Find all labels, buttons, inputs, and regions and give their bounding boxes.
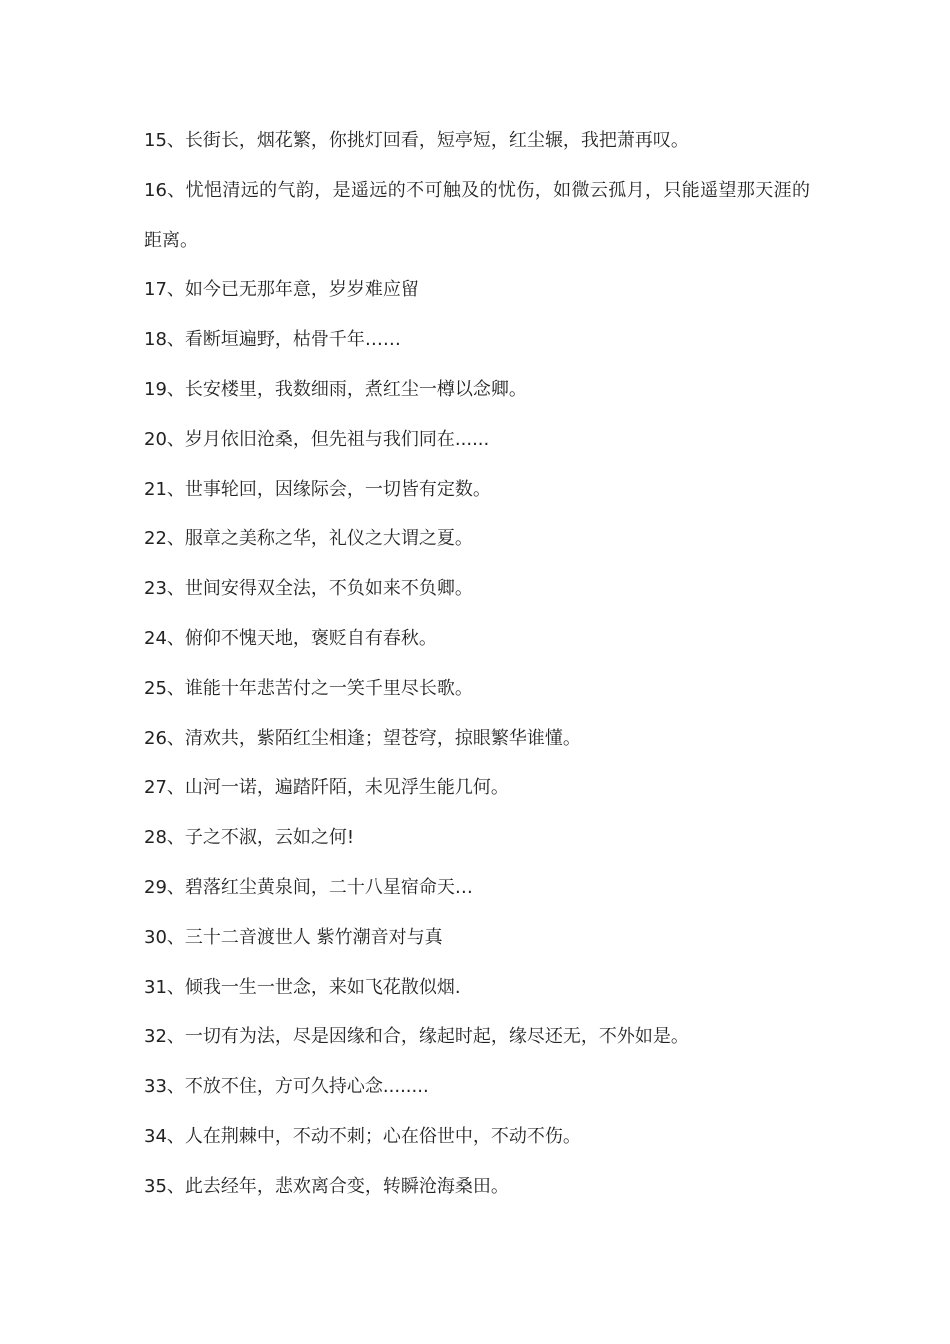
list-item: 25、谁能十年悲苦付之一笑千里尽长歌。 bbox=[144, 677, 473, 699]
list-item: 31、倾我一生一世念，来如飞花散似烟. bbox=[144, 976, 461, 998]
list-item: 20、岁月依旧沧桑，但先祖与我们同在...... bbox=[144, 428, 490, 450]
list-item: 18、看断垣遍野，枯骨千年…… bbox=[144, 329, 401, 351]
list-item: 27、山河一诺，遍踏阡陌，未见浮生能几何。 bbox=[144, 777, 509, 799]
list-item: 29、碧落红尘黄泉间，二十八星宿命天… bbox=[144, 876, 473, 898]
list-item: 19、长安楼里，我数细雨，煮红尘一樽以念卿。 bbox=[144, 378, 527, 400]
list-item: 21、世事轮回，因缘际会，一切皆有定数。 bbox=[144, 478, 491, 500]
list-item: 24、俯仰不愧天地，褒贬自有春秋。 bbox=[144, 627, 437, 649]
list-item: 33、不放不住，方可久持心念........ bbox=[144, 1076, 429, 1098]
list-item: 16、忧悒清远的气韵，是遥远的不可触及的忧伤，如微云孤月，只能遥望那天涯的距离。 bbox=[144, 179, 810, 251]
list-item: 26、清欢共，紫陌红尘相逢；望苍穹，掠眼繁华谁懂。 bbox=[144, 727, 581, 749]
list-item: 15、长街长，烟花繁，你挑灯回看，短亭短，红尘辗，我把萧再叹。 bbox=[144, 130, 689, 151]
quote-list bbox=[144, 116, 810, 1212]
list-item: 22、服章之美称之华，礼仪之大谓之夏。 bbox=[144, 528, 473, 550]
list-item: 23、世间安得双全法，不负如来不负卿。 bbox=[144, 578, 473, 600]
list-item: 30、三十二音渡世人 紫竹潮音对与真 bbox=[144, 926, 443, 948]
list-item: 32、一切有为法，尽是因缘和合，缘起时起，缘尽还无，不外如是。 bbox=[144, 1026, 689, 1048]
list-item: 35、此去经年，悲欢离合变，转瞬沧海桑田。 bbox=[144, 1175, 509, 1197]
list-item: 28、子之不淑，云如之何! bbox=[144, 827, 355, 849]
list-item: 34、人在荆棘中，不动不刺；心在俗世中，不动不伤。 bbox=[144, 1125, 581, 1147]
list-item: 17、如今已无那年意，岁岁难应留 bbox=[144, 279, 419, 301]
